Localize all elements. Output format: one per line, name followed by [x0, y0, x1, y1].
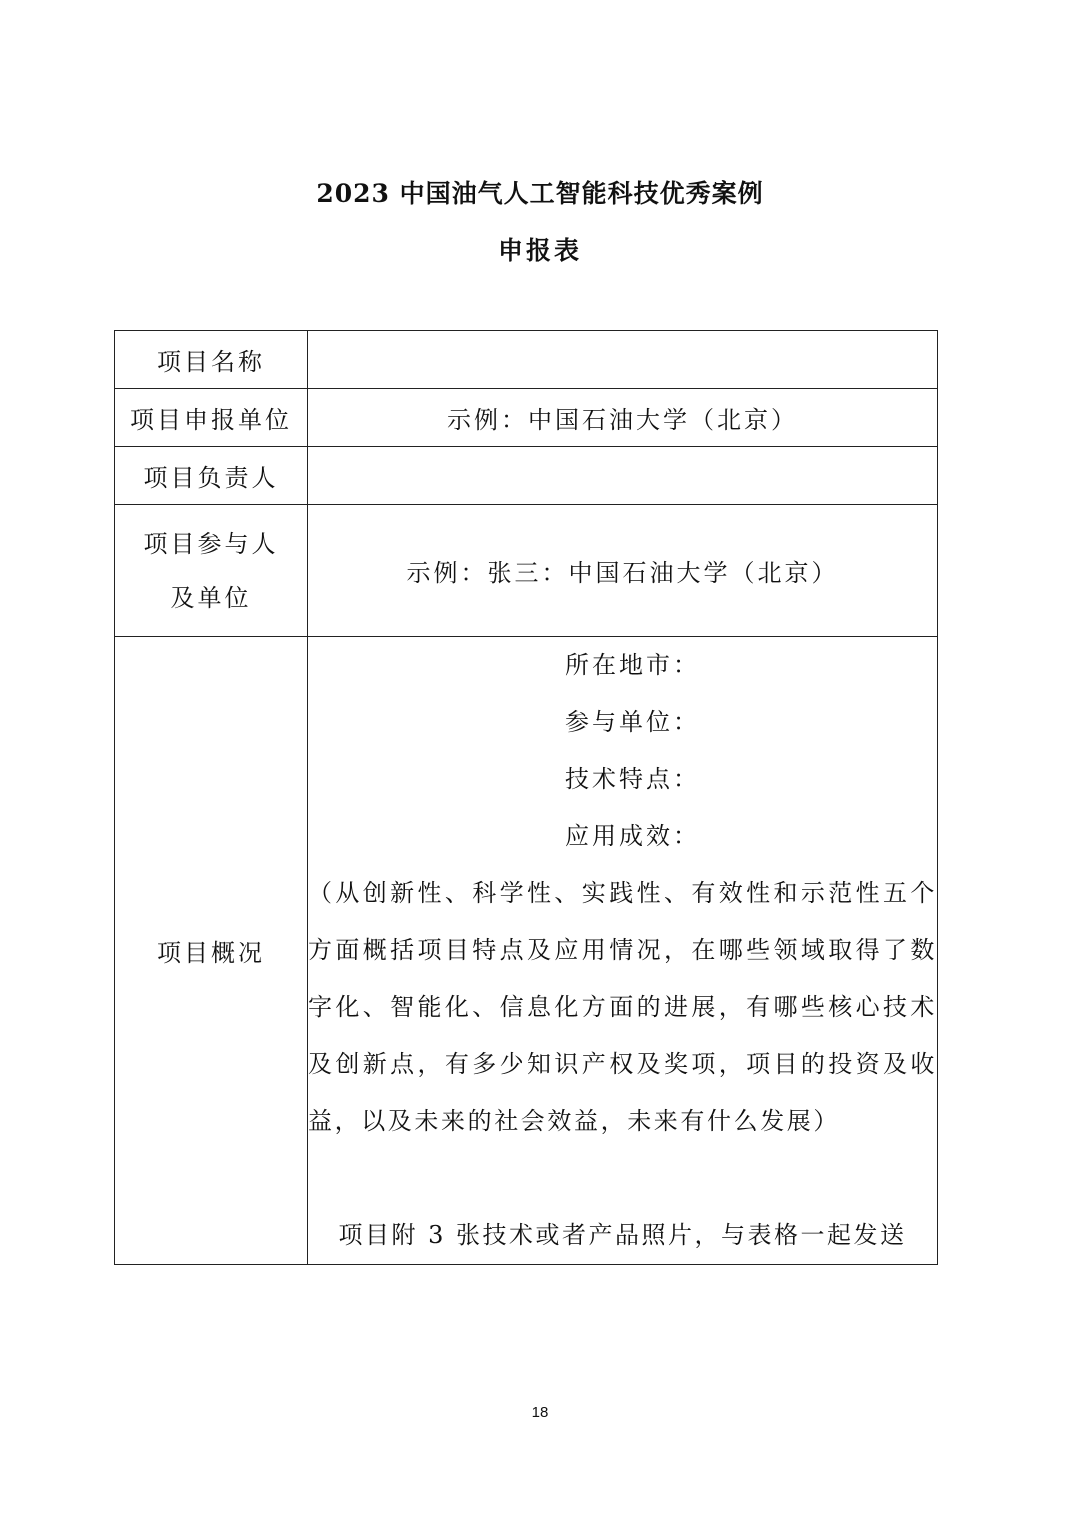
label-project-name: 项目名称: [115, 331, 308, 389]
value-applicant-unit[interactable]: 示例：中国石油大学（北京）: [308, 389, 938, 447]
value-project-leader[interactable]: [308, 447, 938, 505]
label-participants-text: 项目参与人及单位: [143, 529, 279, 612]
form-row-applicant-unit: [115, 389, 938, 447]
overview-field-results: 应用成效：: [565, 822, 700, 850]
value-overview[interactable]: [308, 637, 938, 1265]
document-title: 2023 中国油气人工智能科技优秀案例: [316, 179, 764, 208]
overview-field-city: 所在地市：: [565, 651, 700, 679]
form-row-project-leader: [115, 447, 938, 505]
form-row-participants: [115, 505, 938, 637]
value-participants[interactable]: 示例：张三：中国石油大学（北京）: [308, 505, 938, 637]
page-number: 18: [531, 1404, 549, 1421]
document-subtitle: 申报表: [497, 236, 582, 265]
label-project-leader: 项目负责人: [115, 447, 308, 505]
overview-photo-note: 项目附 3 张技术或者产品照片，与表格一起发送: [338, 1221, 907, 1249]
label-applicant-unit: 项目申报单位: [115, 389, 308, 447]
overview-field-units: 参与单位：: [565, 708, 700, 736]
form-row-project-name: [115, 331, 938, 389]
label-participants: [115, 505, 308, 637]
application-form-table: [114, 330, 938, 1265]
form-row-overview: [115, 637, 938, 1265]
label-overview: 项目概况: [115, 637, 308, 1265]
overview-field-tech: 技术特点：: [565, 765, 700, 793]
value-project-name[interactable]: [308, 331, 938, 389]
overview-description: （从创新性、科学性、实践性、有效性和示范性五个方面概括项目特点及应用情况，在哪些领域取得了数字化、智能化、信息化方面的进展，有哪些核心技术及创新点，有多少知识产权及奖项，项目的投资及收益，以及未来的社会效益，未来有什么发展）: [308, 879, 937, 1135]
overview-spacer: [308, 1150, 937, 1207]
